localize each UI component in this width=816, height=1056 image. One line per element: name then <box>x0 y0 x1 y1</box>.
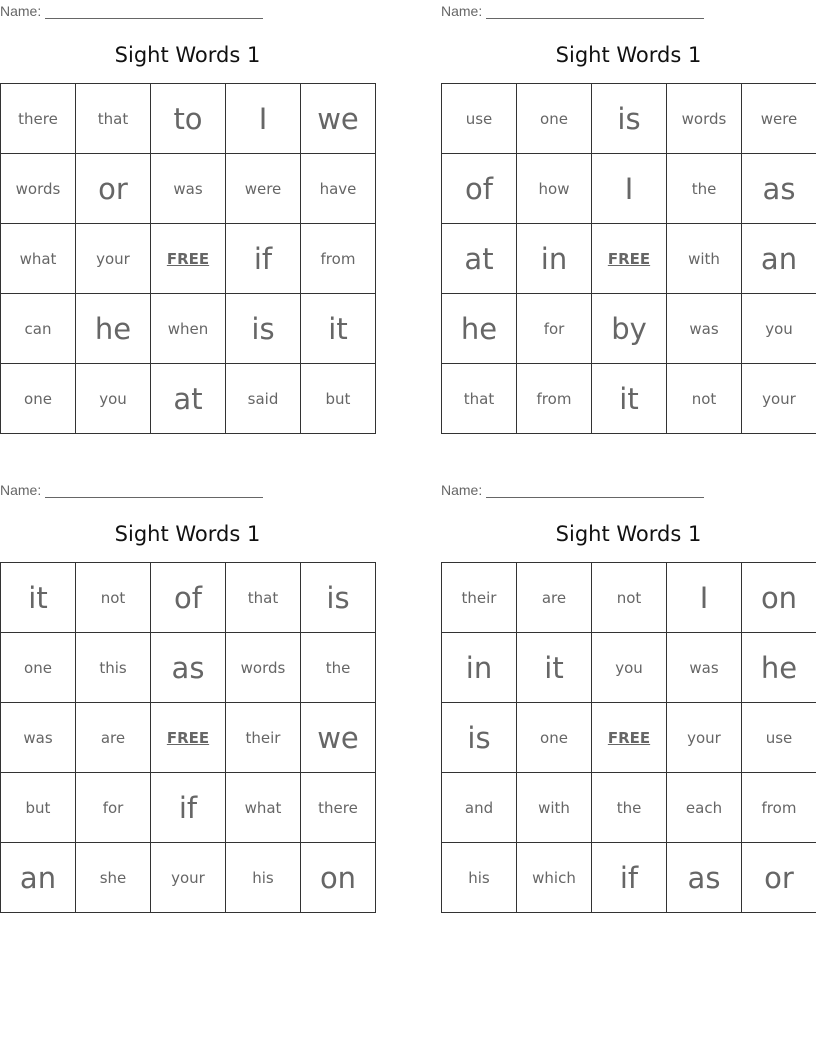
word-cell: is <box>301 563 376 633</box>
word-cell: as <box>742 154 816 224</box>
word-cell: was <box>667 633 742 703</box>
word-cell: I <box>667 563 742 633</box>
word-cell: not <box>76 563 151 633</box>
bingo-card-4 <box>441 479 816 919</box>
word-cell: there <box>1 84 76 154</box>
word-cell: it <box>517 633 592 703</box>
word-cell: of <box>151 563 226 633</box>
word-cell: use <box>742 703 816 773</box>
bingo-card-3 <box>0 479 376 919</box>
word-cell: if <box>226 224 301 294</box>
word-cell: what <box>226 773 301 843</box>
grid-row <box>1 224 376 294</box>
word-cell: his <box>226 843 301 913</box>
word-cell: we <box>301 84 376 154</box>
grid-row <box>1 294 376 364</box>
word-cell: are <box>517 563 592 633</box>
word-cell: from <box>301 224 376 294</box>
card-title: Sight Words 1 <box>555 43 702 67</box>
word-cell: or <box>742 843 816 913</box>
word-cell: what <box>1 224 76 294</box>
name-label: Name: <box>0 3 42 19</box>
word-cell: have <box>301 154 376 224</box>
word-cell: his <box>442 843 517 913</box>
word-cell: with <box>667 224 742 294</box>
word-cell: as <box>667 843 742 913</box>
word-cell: there <box>301 773 376 843</box>
bingo-card-1 <box>0 0 376 440</box>
grid-row <box>1 843 376 913</box>
bingo-grid <box>441 83 816 434</box>
word-cell: was <box>1 703 76 773</box>
word-cell: for <box>517 294 592 364</box>
word-cell: for <box>76 773 151 843</box>
word-cell: how <box>517 154 592 224</box>
word-cell: words <box>226 633 301 703</box>
word-cell: she <box>76 843 151 913</box>
grid-row <box>442 773 816 843</box>
word-cell: you <box>592 633 667 703</box>
word-cell: one <box>1 633 76 703</box>
word-cell: can <box>1 294 76 364</box>
bingo-card-2 <box>441 0 816 440</box>
bingo-grid <box>0 562 376 913</box>
word-cell: one <box>1 364 76 434</box>
word-cell: were <box>226 154 301 224</box>
word-cell: is <box>226 294 301 364</box>
card-title: Sight Words 1 <box>114 43 261 67</box>
name-label: Name: <box>441 482 483 498</box>
word-cell: your <box>76 224 151 294</box>
word-cell: an <box>742 224 816 294</box>
word-cell: from <box>742 773 816 843</box>
word-cell: it <box>1 563 76 633</box>
word-cell: your <box>667 703 742 773</box>
word-cell: by <box>592 294 667 364</box>
name-label: Name: <box>0 482 42 498</box>
grid-row <box>442 703 816 773</box>
word-cell: on <box>742 563 816 633</box>
word-cell: you <box>76 364 151 434</box>
word-cell: he <box>76 294 151 364</box>
word-cell: one <box>517 84 592 154</box>
word-cell: which <box>517 843 592 913</box>
word-cell: were <box>742 84 816 154</box>
word-cell: as <box>151 633 226 703</box>
word-cell: that <box>442 364 517 434</box>
word-cell: or <box>76 154 151 224</box>
grid-row <box>1 84 376 154</box>
word-cell: are <box>76 703 151 773</box>
grid-row <box>442 563 816 633</box>
word-cell: from <box>517 364 592 434</box>
grid-row <box>1 773 376 843</box>
word-cell: the <box>301 633 376 703</box>
word-cell: in <box>517 224 592 294</box>
word-cell: he <box>442 294 517 364</box>
free-space: FREE <box>151 224 226 294</box>
word-cell: is <box>592 84 667 154</box>
word-cell: if <box>151 773 226 843</box>
word-cell: their <box>226 703 301 773</box>
word-cell: use <box>442 84 517 154</box>
free-space: FREE <box>592 703 667 773</box>
word-cell: but <box>1 773 76 843</box>
word-cell: with <box>517 773 592 843</box>
grid-row <box>1 633 376 703</box>
name-blank-line <box>486 485 704 498</box>
word-cell: their <box>442 563 517 633</box>
grid-row <box>442 84 816 154</box>
word-cell: is <box>442 703 517 773</box>
grid-row <box>442 154 816 224</box>
word-cell: it <box>592 364 667 434</box>
grid-row <box>1 364 376 434</box>
word-cell: and <box>442 773 517 843</box>
name-field <box>0 3 263 19</box>
grid-row <box>442 843 816 913</box>
name-field <box>441 482 704 498</box>
free-space: FREE <box>151 703 226 773</box>
free-space: FREE <box>592 224 667 294</box>
word-cell: on <box>301 843 376 913</box>
grid-row <box>442 294 816 364</box>
name-field <box>0 482 263 498</box>
word-cell: not <box>667 364 742 434</box>
grid-row <box>1 703 376 773</box>
bingo-grid <box>441 562 816 913</box>
bingo-grid <box>0 83 376 434</box>
word-cell: one <box>517 703 592 773</box>
name-blank-line <box>486 6 704 19</box>
word-cell: that <box>76 84 151 154</box>
grid-row <box>1 563 376 633</box>
word-cell: it <box>301 294 376 364</box>
word-cell: an <box>1 843 76 913</box>
grid-row <box>442 224 816 294</box>
word-cell: but <box>301 364 376 434</box>
word-cell: to <box>151 84 226 154</box>
grid-row <box>1 154 376 224</box>
word-cell: was <box>667 294 742 364</box>
name-field <box>441 3 704 19</box>
word-cell: when <box>151 294 226 364</box>
word-cell: your <box>742 364 816 434</box>
name-blank-line <box>45 6 263 19</box>
word-cell: I <box>226 84 301 154</box>
word-cell: words <box>667 84 742 154</box>
word-cell: each <box>667 773 742 843</box>
grid-row <box>442 364 816 434</box>
word-cell: the <box>667 154 742 224</box>
word-cell: at <box>442 224 517 294</box>
word-cell: at <box>151 364 226 434</box>
word-cell: of <box>442 154 517 224</box>
word-cell: we <box>301 703 376 773</box>
word-cell: I <box>592 154 667 224</box>
grid-row <box>442 633 816 703</box>
word-cell: words <box>1 154 76 224</box>
word-cell: the <box>592 773 667 843</box>
word-cell: this <box>76 633 151 703</box>
word-cell: if <box>592 843 667 913</box>
card-title: Sight Words 1 <box>114 522 261 546</box>
word-cell: he <box>742 633 816 703</box>
word-cell: in <box>442 633 517 703</box>
name-blank-line <box>45 485 263 498</box>
word-cell: said <box>226 364 301 434</box>
word-cell: not <box>592 563 667 633</box>
card-title: Sight Words 1 <box>555 522 702 546</box>
word-cell: you <box>742 294 816 364</box>
word-cell: that <box>226 563 301 633</box>
word-cell: was <box>151 154 226 224</box>
name-label: Name: <box>441 3 483 19</box>
word-cell: your <box>151 843 226 913</box>
